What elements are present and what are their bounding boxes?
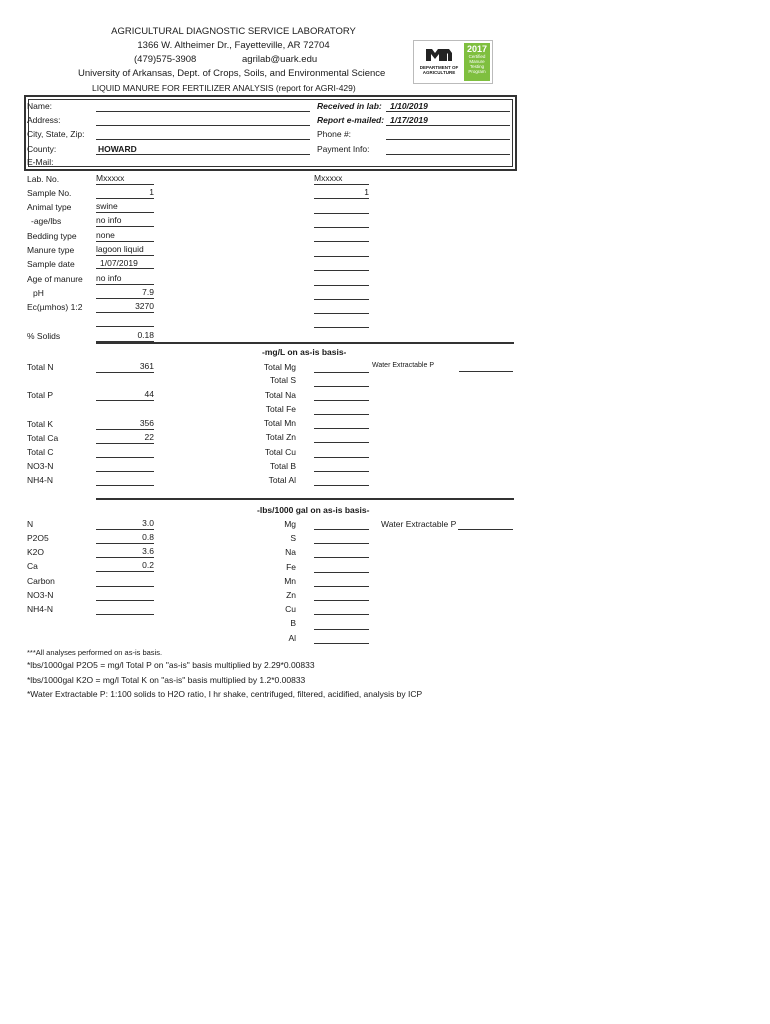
blank-line — [314, 557, 369, 558]
mda-certified-logo — [413, 40, 493, 84]
water-extractable-p-label: Water Extractable P — [372, 362, 434, 369]
lbs-label: Carbon — [27, 576, 55, 586]
manure-type-value: lagoon liquid — [96, 244, 154, 256]
name-label: Name: — [27, 101, 53, 111]
mgl-mid-label: Total Mn — [263, 418, 296, 428]
water-extractable-p-field[interactable] — [458, 529, 513, 530]
age-lbs-value: no info — [96, 215, 154, 227]
mgl-label: NH4-N — [27, 475, 53, 485]
water-extractable-p-field[interactable] — [459, 371, 513, 372]
blank-line — [314, 485, 369, 486]
phone-field[interactable] — [386, 139, 510, 140]
lbs-label: NH4-N — [27, 604, 53, 614]
lab-email: agrilab@uark.edu — [242, 54, 318, 65]
note-k2o: *lbs/1000gal K2O = mg/l Total K on "as-is" basis multiplied by 1.2*0.00833 — [27, 675, 306, 685]
lab-name: AGRICULTURAL DIAGNOSTIC SERVICE LABORATORY — [111, 26, 356, 37]
lbs-mid-label: B — [290, 618, 296, 628]
sample-label: Manure type — [27, 245, 75, 255]
total-ca-value: 22 — [96, 432, 154, 444]
university-line: University of Arkansas, Dept. of Crops, Soils, and Environmental Science — [78, 68, 386, 79]
blank-line — [314, 213, 369, 214]
lbs-label: N — [27, 519, 34, 529]
city-state-zip-field[interactable] — [96, 139, 310, 140]
no3-n-lbs-value — [96, 589, 154, 601]
p2o5-lbs-value: 0.8 — [96, 532, 154, 544]
blank-line — [314, 471, 369, 472]
lbs-mid-label: Al — [288, 633, 296, 643]
payment-field[interactable] — [386, 154, 510, 155]
lab-no-value-2: Mxxxxx — [314, 173, 369, 185]
sample-label: Bedding type — [27, 231, 77, 241]
blank-line — [314, 285, 369, 286]
mgl-mid-label: Total Cu — [264, 447, 296, 457]
water-extractable-p-label: Water Extractable P — [381, 519, 457, 529]
received-label: Received in lab: — [317, 101, 382, 111]
total-c-value — [96, 446, 154, 458]
address-field[interactable] — [96, 125, 310, 126]
emailed-date: 1/17/2019 — [390, 115, 428, 125]
lbs-mid-label: S — [290, 533, 296, 543]
n-lbs-value: 3.0 — [96, 518, 154, 530]
mgl-label: Total N — [27, 362, 54, 372]
mgl-label: Total C — [27, 447, 54, 457]
sample-label: Animal type — [27, 202, 72, 212]
ph-value: 7.9 — [96, 287, 154, 299]
blank-line — [314, 629, 369, 630]
total-k-value: 356 — [96, 418, 154, 430]
sample-label: Lab. No. — [27, 174, 60, 184]
sample-label: Age of manure — [27, 274, 83, 284]
lbs-mid-label: Zn — [286, 590, 296, 600]
blank-line — [314, 299, 369, 300]
mgl-mid-label: Total Al — [268, 475, 296, 485]
mgl-mid-label: Total Mg — [263, 362, 296, 372]
blank-line — [314, 414, 369, 415]
ec-value: 3270 — [96, 301, 154, 313]
sample-no-value-2: 1 — [314, 187, 369, 199]
mgl-label: NO3-N — [27, 461, 54, 471]
phone-label: Phone #: — [317, 129, 352, 139]
mgl-mid-label: Total Fe — [265, 404, 296, 414]
nh4-n-value — [96, 474, 154, 486]
section-divider — [96, 342, 514, 344]
blank-line — [314, 270, 369, 271]
blank-line — [314, 256, 369, 257]
note-water-extractable-p: *Water Extractable P: 1:100 solids to H2O ratio, I hr shake, centrifuged, filtered, acidified, analysis by ICP — [27, 689, 423, 699]
logo-badge-line3: Testing — [469, 64, 485, 69]
sample-label: Sample date — [27, 259, 75, 269]
age-of-manure-value: no info — [96, 273, 154, 285]
county-value: HOWARD — [98, 144, 137, 154]
department-of-agriculture-icon — [416, 43, 462, 81]
certified-badge — [464, 43, 490, 81]
blank-line — [314, 600, 369, 601]
sample-date-value: 1/07/2019 — [96, 258, 154, 269]
mgl-heading: -mg/L on as-is basis- — [262, 347, 347, 357]
blank-line — [314, 543, 369, 544]
name-field[interactable] — [96, 111, 310, 112]
lab-no-value: Mxxxxx — [96, 173, 154, 185]
blank-line — [314, 442, 369, 443]
blank-line — [314, 614, 369, 615]
payment-label: Payment Info: — [317, 144, 370, 154]
note-all-analyses: ***All analyses performed on as-is basis. — [27, 648, 163, 657]
blank-line — [314, 572, 369, 573]
carbon-lbs-value — [96, 575, 154, 587]
sample-label: pH — [33, 288, 44, 298]
client-info-box — [24, 95, 517, 171]
blank-line — [314, 327, 369, 328]
county-field[interactable] — [96, 154, 310, 155]
emailed-field[interactable] — [386, 125, 510, 126]
sample-label: -age/lbs — [31, 216, 62, 226]
k2o-lbs-value: 3.6 — [96, 546, 154, 558]
logo-badge-line1: Certified — [468, 54, 486, 59]
received-field[interactable] — [386, 111, 510, 112]
blank-line — [314, 428, 369, 429]
total-n-value: 361 — [96, 361, 154, 373]
note-p2o5: *lbs/1000gal P2O5 = mg/l Total P on "as-is" basis multiplied by 2.29*0.00833 — [27, 660, 315, 670]
logo-badge-line2: Manure — [469, 59, 485, 64]
animal-type-value: swine — [96, 201, 154, 213]
mgl-label: Total K — [27, 419, 53, 429]
lbs-mid-label: Cu — [285, 604, 296, 614]
sample-label: Ec(µmhos) 1:2 — [27, 302, 83, 312]
city-state-zip-label: City, State, Zip: — [27, 129, 85, 139]
lab-phone: (479)575-3908 — [134, 54, 197, 65]
sample-no-value: 1 — [96, 187, 154, 199]
received-date: 1/10/2019 — [390, 101, 428, 111]
mgl-label: Total Ca — [27, 433, 59, 443]
solids-value: 0.18 — [96, 330, 154, 342]
logo-badge-line4: Program — [468, 69, 486, 74]
blank-line — [314, 586, 369, 587]
blank-line — [314, 313, 369, 314]
blank-line — [96, 326, 154, 327]
blank-line — [314, 386, 369, 387]
logo-dept-line2: AGRICULTURE — [422, 70, 456, 75]
lbs-label: P2O5 — [27, 533, 49, 543]
mgl-mid-label: Total Na — [264, 390, 296, 400]
solids-label: % Solids — [27, 331, 61, 341]
emailed-label: Report e-mailed: — [317, 115, 385, 125]
logo-dept-line1: DEPARTMENT OF — [419, 65, 459, 70]
lbs-label: K2O — [27, 547, 45, 557]
blank-line — [314, 400, 369, 401]
lbs-mid-label: Na — [285, 547, 296, 557]
sample-label: Sample No. — [27, 188, 72, 198]
bedding-type-value: none — [96, 230, 154, 242]
nh4-n-lbs-value — [96, 603, 154, 615]
mgl-mid-label: Total Zn — [265, 432, 296, 442]
lbs-mid-label: Fe — [286, 562, 296, 572]
blank-line — [314, 227, 369, 228]
ca-lbs-value: 0.2 — [96, 560, 154, 572]
email-label: E-Mail: — [27, 157, 54, 167]
logo-year: 2017 — [466, 44, 488, 54]
section-divider — [96, 498, 514, 500]
report-title: LIQUID MANURE FOR FERTILIZER ANALYSIS (report for AGRI-429) — [92, 83, 356, 93]
lbs-mid-label: Mn — [284, 576, 296, 586]
lab-address: 1366 W. Altheimer Dr., Fayetteville, AR 72704 — [137, 40, 330, 51]
blank-line — [314, 372, 369, 373]
total-p-value: 44 — [96, 389, 154, 401]
lbs-heading: -lbs/1000 gal on as-is basis- — [257, 505, 370, 515]
blank-line — [314, 643, 369, 644]
blank-line — [314, 457, 369, 458]
lbs-mid-label: Mg — [284, 519, 296, 529]
lbs-label: Ca — [27, 561, 38, 571]
county-label: County: — [27, 144, 57, 154]
mgl-mid-label: Total S — [270, 375, 296, 385]
mgl-mid-label: Total B — [270, 461, 296, 471]
mgl-label: Total P — [27, 390, 53, 400]
lbs-label: NO3-N — [27, 590, 54, 600]
address-label: Address: — [27, 115, 61, 125]
blank-line — [314, 529, 369, 530]
no3-n-value — [96, 460, 154, 472]
blank-line — [314, 241, 369, 242]
